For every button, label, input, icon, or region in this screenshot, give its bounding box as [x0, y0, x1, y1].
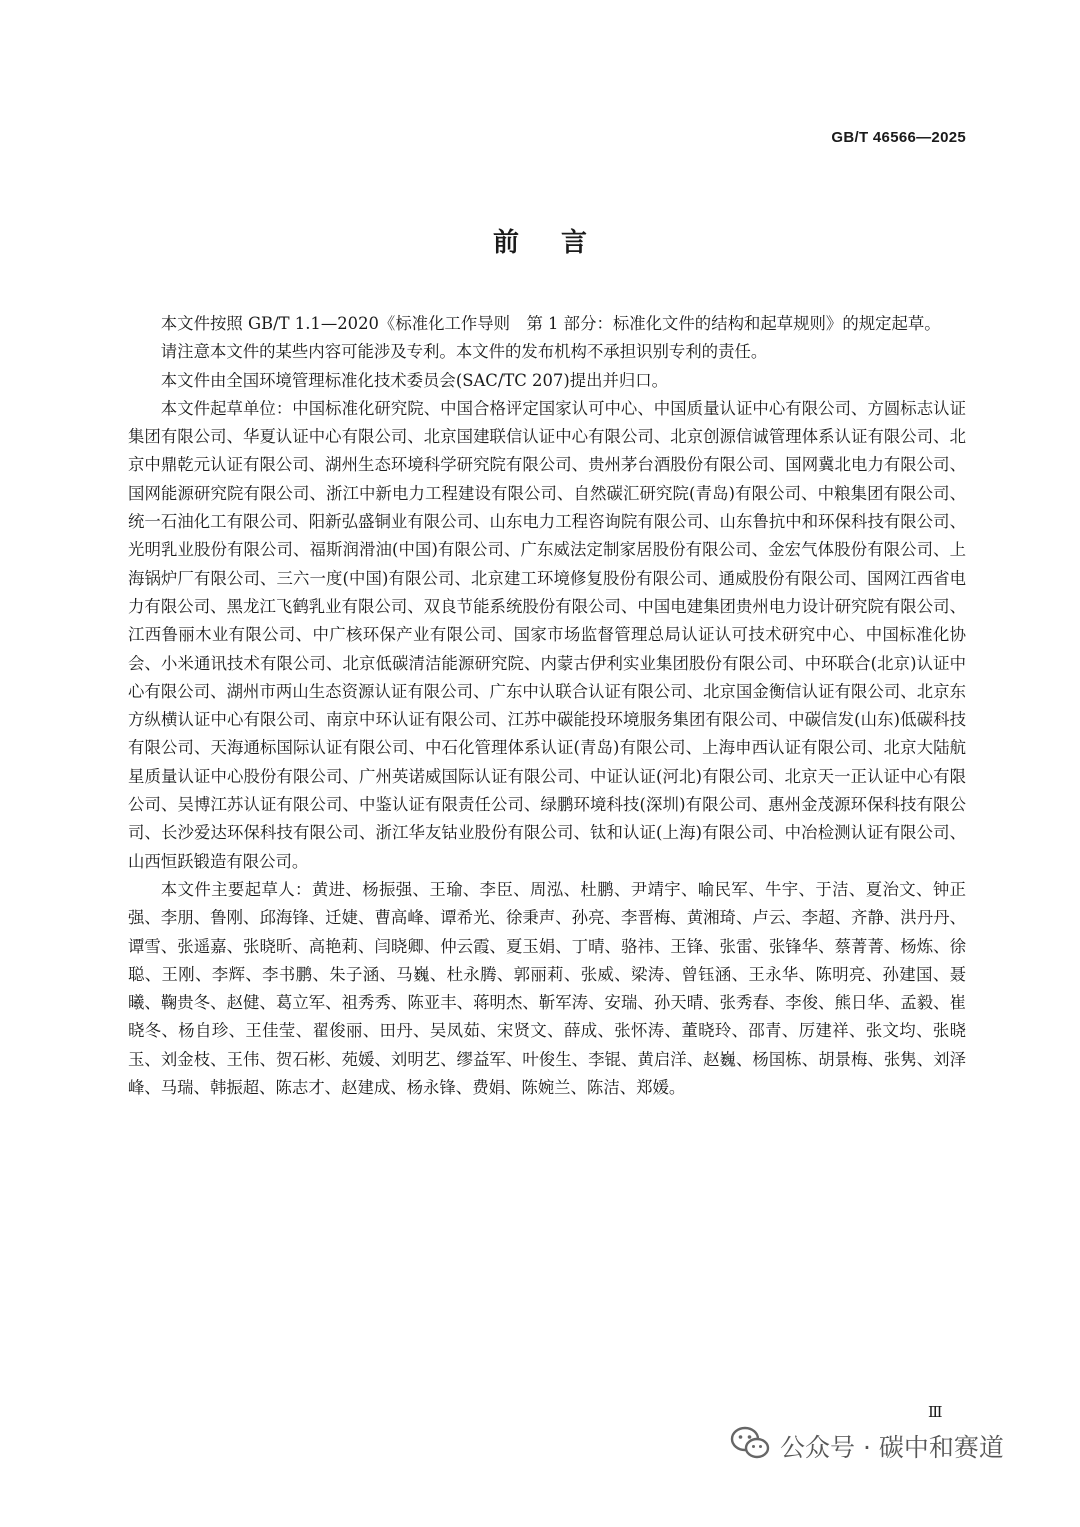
paragraph-main-drafters: 本文件主要起草人：黄进、杨振强、王瑜、李臣、周泓、杜鹏、尹靖宇、喻民军、牛宇、于洁、夏治文、钟正强、李朋、鲁刚、邱海锋、迁婕、曹高峰、谭希光、徐秉声、孙亮、李晋梅、黄湘琦、卢云、李超、齐静、洪丹丹、谭雪、张遥嘉、张晓昕、高艳莉、闫晓卿、仲云霞、夏玉娟、丁晴、骆祎、王锋、张雷、张锋华、蔡菁菁、杨炼、徐聪、王刚、李辉、李书鹏、朱子涵、马巍、杜永腾、郭丽莉、张威、梁涛、曾钰涵、王永华、陈明亮、孙建国、聂曦、鞠贵冬、赵健、葛立军、祖秀秀、陈亚丰、蒋明杰、靳军涛、安瑞、孙天晴、张秀春、李俊、熊日华、孟毅、崔晓冬、杨自珍、王佳莹、翟俊丽、田丹、吴凤茹、宋贤文、薛成、张怀涛、董晓玲、邵青、厉建祥、张文均、张晓玉、刘金枝、王伟、贺石彬、苑媛、刘明艺、缪益军、叶俊生、李锟、黄启洋、赵巍、杨国栋、胡景梅、张隽、刘泽峰、马瑞、韩振超、陈志才、赵建成、杨永锋、费娟、陈婉兰、陈洁、郑媛。 [128, 879, 966, 1098]
wechat-icon [730, 1426, 770, 1466]
watermark [730, 1426, 1004, 1466]
paragraph-drafting-rules: 本文件按照 GB/T 1.1—2020《标准化工作导则 第 1 部分：标准化文件的结构和起草规则》的规定起草。 [160, 314, 941, 333]
paragraph-proposer: 本文件由全国环境管理标准化技术委员会(SAC/TC 207)提出并归口。 [160, 370, 669, 390]
document-body [128, 310, 966, 1102]
watermark-text: 公众号 · 碳中和赛道 [780, 1433, 1004, 1462]
page-number: Ⅲ [928, 1403, 943, 1421]
paragraph-patent-notice: 请注意本文件的某些内容可能涉及专利。本文件的发布机构不承担识别专利的责任。 [160, 342, 768, 362]
paragraph-drafting-units: 本文件起草单位：中国标准化研究院、中国合格评定国家认可中心、中国质量认证中心有限公司、方圆标志认证集团有限公司、华夏认证中心有限公司、北京国建联信认证中心有限公司、北京创源信诚管理体系认证有限公司、北京中鼎乾元认证有限公司、湖州生态环境科学研究院有限公司、贵州茅台酒股份有限公司、国网冀北电力有限公司、国网能源研究院有限公司、浙江中新电力工程建设有限公司、自然碳汇研究院(青岛)有限公司、中粮集团有限公司、统一石油化工有限公司、阳新弘盛铜业有限公司、山东电力工程咨询院有限公司、山东鲁抗中和环保科技有限公司、光明乳业股份有限公司、福斯润滑油(中国)有限公司、广东威法定制家居股份有限公司、金宏气体股份有限公司、上海锅炉厂有限公司、三六一度(中国)有限公司、北京建工环境修复股份有限公司、通威股份有限公司、国网江西省电力有限公司、黑龙江飞鹤乳业有限公司、双良节能系统股份有限公司、中国电建集团贵州电力设计研究院有限公司、江西鲁丽木业有限公司、中广核环保产业有限公司、国家市场监督管理总局认证认可技术研究中心、中国标准化协会、小米通讯技术有限公司、北京低碳清洁能源研究院、内蒙古伊利实业集团股份有限公司、中环联合(北京)认证中心有限公司、湖州市两山生态资源认证有限公司、广东中认联合认证有限公司、北京国金衡信认证有限公司、北京东方纵横认证中心有限公司、南京中环认证有限公司、江苏中碳能投环境服务集团有限公司、中碳信发(山东)低碳科技有限公司、天海通标国际认证有限公司、中石化管理体系认证(青岛)有限公司、上海申西认证有限公司、北京大陆航星质量认证中心股份有限公司、广州英诺威国际认证有限公司、中证认证(河北)有限公司、北京天一正认证中心有限公司、吴博江苏认证有限公司、中鉴认证有限责任公司、绿鹏环境科技(深圳)有限公司、惠州金茂源环保科技有限公司、长沙爱达环保科技有限公司、浙江华友钴业股份有限公司、钛和认证(上海)有限公司、中冶检测认证有限公司、山西恒跃锻造有限公司。 [128, 398, 966, 871]
page-title: 前言 [492, 228, 629, 258]
standard-code: GB/T 46566—2025 [831, 129, 966, 146]
